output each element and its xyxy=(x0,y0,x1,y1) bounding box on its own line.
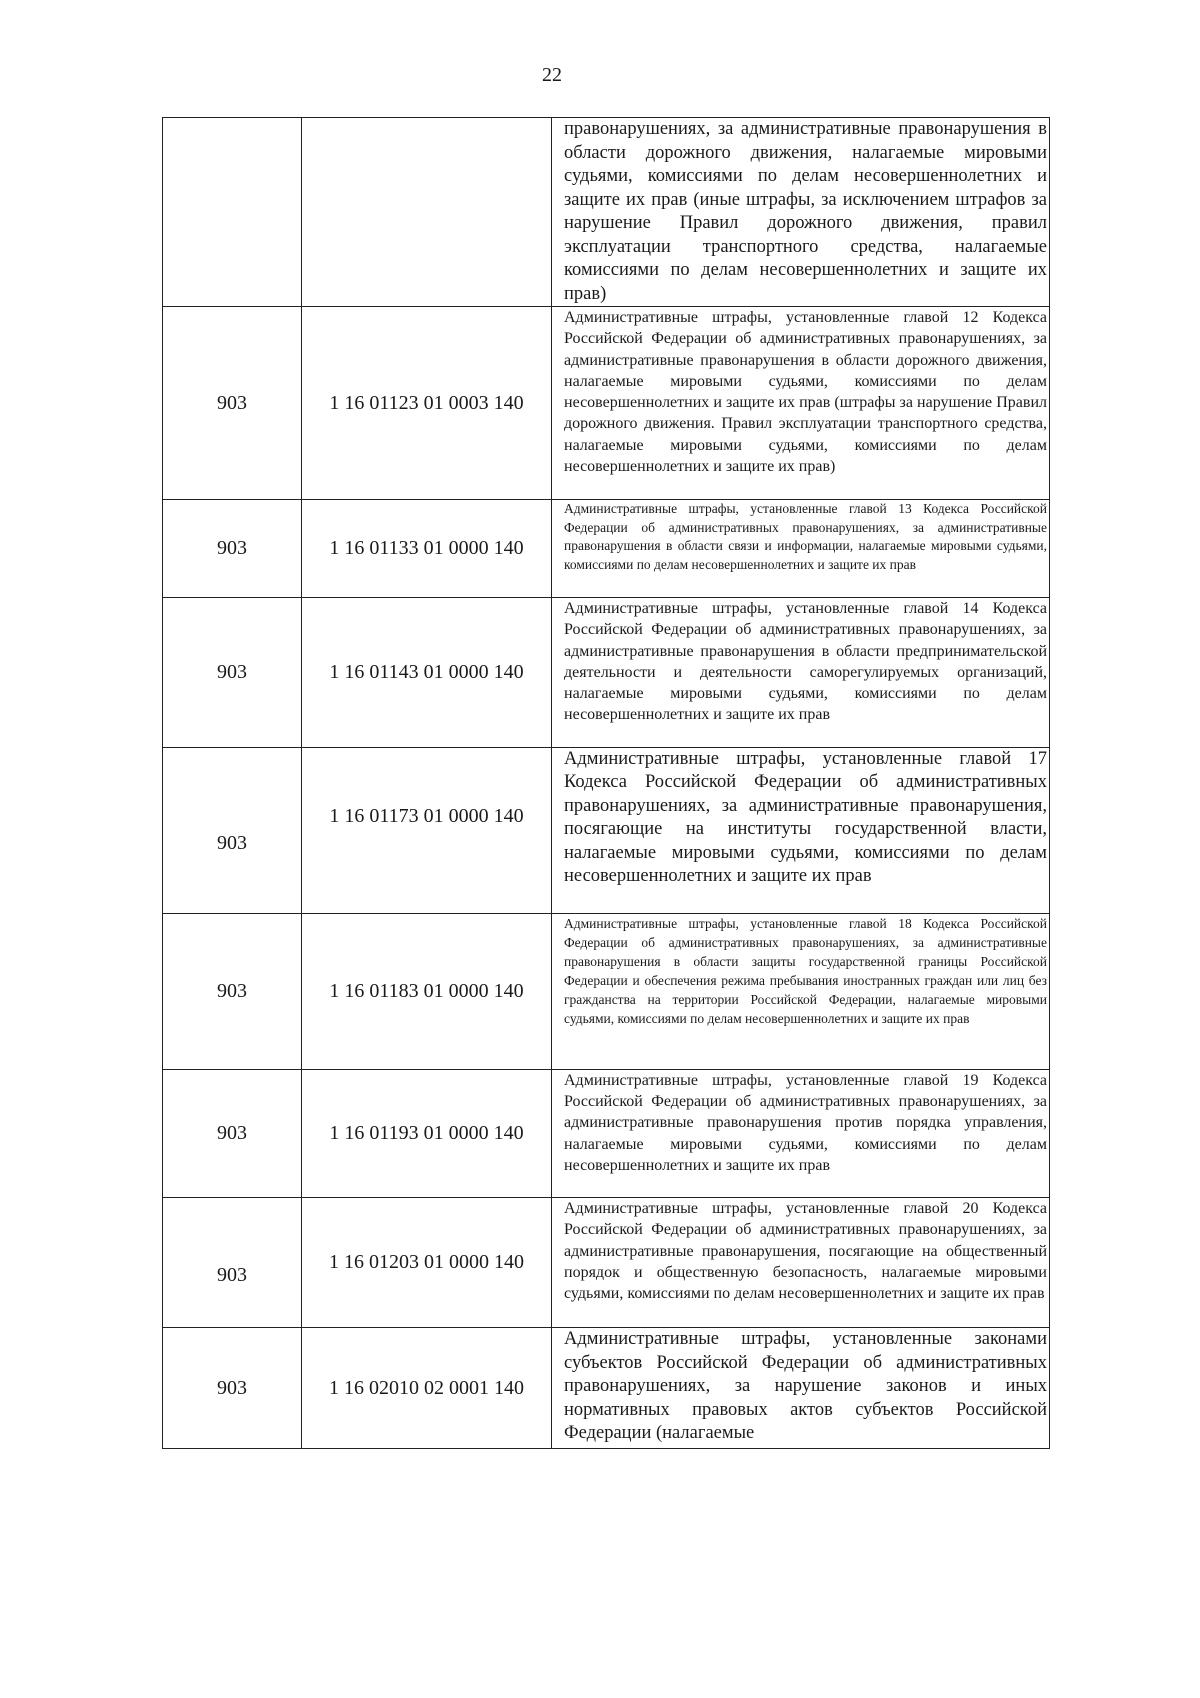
budget-code-cell: 1 16 01183 01 0000 140 xyxy=(302,914,552,1070)
description-text: Административные штрафы, установленные главой 20 Кодекса Российской Федерации об административных правонарушениях, за административные правонарушения, посягающие на общественный порядок и общественную безопасность, налагаемые мировыми судьями, комиссиями по делам несовершеннолетних и защите их прав xyxy=(564,1200,1047,1303)
description-text: Административные штрафы, установленные законами субъектов Российской Федерации об административных правонарушениях, за нарушение законов и иных нормативных правовых актов субъектов Российской Федерации (налагаемые xyxy=(564,1329,1047,1444)
table-row xyxy=(163,307,1050,500)
budget-code-cell: 1 16 01203 01 0000 140 xyxy=(302,1198,552,1328)
table-row xyxy=(163,1198,1050,1328)
description-cell xyxy=(552,1328,1050,1449)
description-cell xyxy=(552,307,1050,500)
description-text: Административные штрафы, установленные главой 17 Кодекса Российской Федерации об административных правонарушениях, за административные правонарушения, посягающие на институты государственной власти, налагаемые мировыми судьями, комиссиями по делам несовершеннолетних и защите их прав xyxy=(564,749,1047,887)
table-row xyxy=(163,598,1050,748)
administrator-code-cell: 903 xyxy=(163,914,302,1070)
description-text: Административные штрафы, установленные главой 18 Кодекса Российской Федерации об административных правонарушениях, за административные правонарушения в области защиты государственной границы Российской Федерации и обеспечения режима пребывания иностранных граждан или лиц без гражданства на территории Российской Федерации, налагаемые мировыми судьями, комиссиями по делам несовершеннолетних и защите их прав xyxy=(564,916,1047,1027)
description-cell xyxy=(552,748,1050,914)
administrator-code-cell: 903 xyxy=(163,598,302,748)
table-row xyxy=(163,500,1050,598)
description-text: Административные штрафы, установленные главой 19 Кодекса Российской Федерации об административных правонарушениях, за административные правонарушения против порядка управления, налагаемые мировыми судьями, комиссиями по делам несовершеннолетних и защите их прав xyxy=(564,1072,1047,1174)
budget-code-cell: 1 16 01193 01 0000 140 xyxy=(302,1070,552,1198)
budget-code-cell xyxy=(302,118,552,307)
description-cell xyxy=(552,1070,1050,1198)
administrator-code-cell: 903 xyxy=(163,500,302,598)
administrator-code-cell: 903 xyxy=(163,307,302,500)
description-text: правонарушениях, за административные правонарушения в области дорожного движения, налагаемые мировыми судьями, комиссиями по делам несовершеннолетних и защите их прав (иные штрафы, за исключением штрафов за нарушение Правил дорожного движения, правил эксплуатации транспортного средства, налагаемые комиссиями по делам несовершеннолетних и защите их прав) xyxy=(564,119,1047,304)
description-cell xyxy=(552,598,1050,748)
administrator-code: 903 xyxy=(217,832,247,854)
description-text: Административные штрафы, установленные главой 12 Кодекса Российской Федерации об административных правонарушениях, за административные правонарушения в области дорожного движения, налагаемые мировыми судьями, комиссиями по делам несовершеннолетних и защите их прав (штрафы за нарушение Правил дорожного движения. Правил эксплуатации транспортного средства, налагаемые мировыми судьями, комиссиями по делам несовершеннолетних и защите их прав) xyxy=(564,309,1047,476)
table-row xyxy=(163,1328,1050,1449)
administrator-code-cell: 903 xyxy=(163,1328,302,1449)
administrator-code-cell: 903 xyxy=(163,1070,302,1198)
administrator-code-cell xyxy=(163,118,302,307)
administrator-code-cell xyxy=(163,1198,302,1328)
administrator-code: 903 xyxy=(217,1264,247,1286)
description-cell xyxy=(552,1198,1050,1328)
budget-code-cell: 1 16 01133 01 0000 140 xyxy=(302,500,552,598)
table-row xyxy=(163,748,1050,914)
description-cell xyxy=(552,118,1050,307)
budget-code: 1 16 01173 01 0000 140 xyxy=(329,804,524,827)
budget-classification-table xyxy=(162,117,1050,1449)
budget-code-cell: 1 16 02010 02 0001 140 xyxy=(302,1328,552,1449)
table-row xyxy=(163,118,1050,307)
table-row xyxy=(163,914,1050,1070)
page-number: 22 xyxy=(542,64,562,86)
description-cell xyxy=(552,914,1050,1070)
description-text: Административные штрафы, установленные главой 14 Кодекса Российской Федерации об административных правонарушениях, за административные правонарушения в области предпринимательской деятельности и деятельности саморегулируемых организаций, налагаемые мировыми судьями, комиссиями по делам несовершеннолетних и защите их прав xyxy=(564,600,1047,724)
budget-code-cell xyxy=(302,748,552,914)
administrator-code-cell xyxy=(163,748,302,914)
description-text: Административные штрафы, установленные главой 13 Кодекса Российской Федерации об административных правонарушениях, за административные правонарушения в области связи и информации, налагаемые мировыми судьями, комиссиями по делам несовершеннолетних и защите их прав xyxy=(564,501,1047,572)
description-cell xyxy=(552,500,1050,598)
budget-code-cell: 1 16 01123 01 0003 140 xyxy=(302,307,552,500)
table-row xyxy=(163,1070,1050,1198)
budget-code-cell: 1 16 01143 01 0000 140 xyxy=(302,598,552,748)
